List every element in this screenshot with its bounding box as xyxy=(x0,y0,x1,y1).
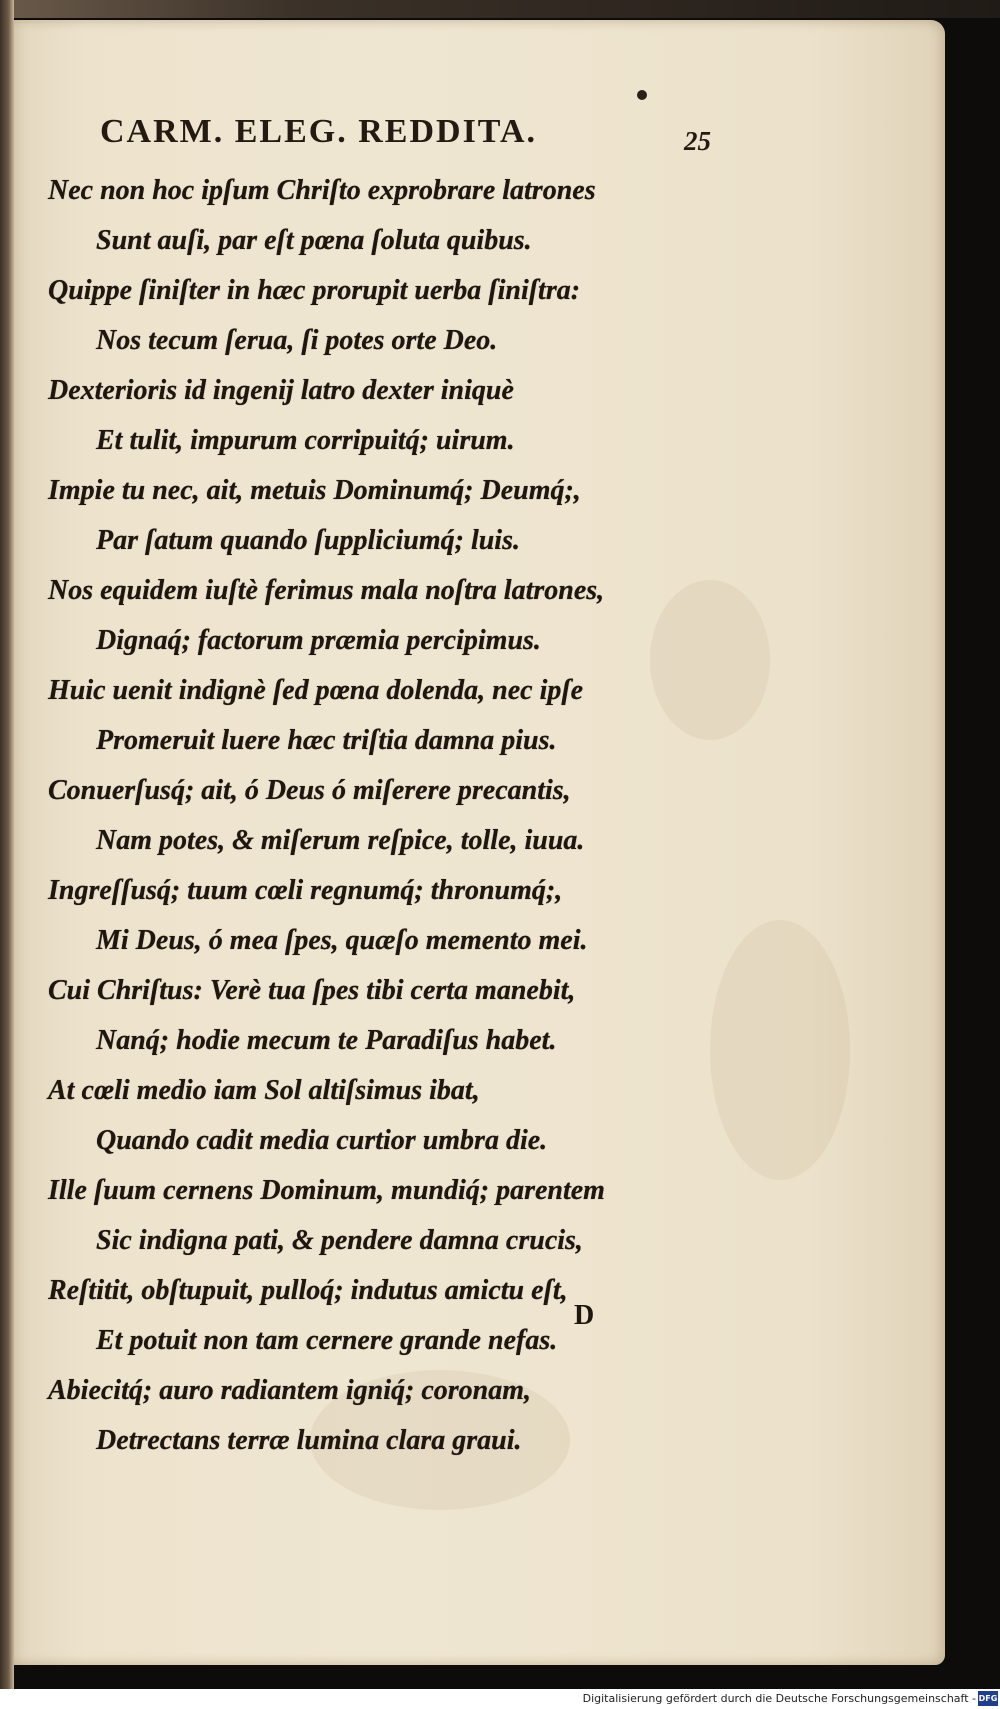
verse-line: Ille ſuum cernens Dominum, mundiq́; parentem xyxy=(48,1175,605,1206)
verse-line: Detrectans terræ lumina clara graui. xyxy=(96,1425,522,1456)
foxing-stain xyxy=(710,920,850,1180)
verse-line: Nos equidem iuſtè ferimus mala noſtra latrones, xyxy=(48,575,605,606)
verse-line: Et tulit, impurum corripuitq́; uirum. xyxy=(96,425,515,456)
verse-line: Promeruit luere hæc triſtia damna pius. xyxy=(96,725,557,756)
verse-line: Par ſatum quando ſuppliciumq́; luis. xyxy=(96,525,520,556)
verse-line: Et potuit non tam cernere grande nefas. xyxy=(96,1325,558,1356)
verse-line: Huic uenit indignè ſed pœna dolenda, nec ipſe xyxy=(48,675,584,706)
scan-top-strip xyxy=(0,0,1000,18)
verse-line: Dignaq́; factorum præmia percipimus. xyxy=(96,625,541,656)
running-title: CARM. ELEG. REDDITA. xyxy=(100,113,538,150)
verse-line: Nam potes, & miſerum reſpice, tolle, iuua. xyxy=(96,825,585,856)
footer-credit: Digitalisierung gefördert durch die Deutsche Forschungsgemeinschaft - xyxy=(582,1692,976,1705)
verse-line: Nos tecum ſerua, ſi potes orte Deo. xyxy=(96,325,498,356)
verse-line: Nec non hoc ipſum Chriſto exprobrare latrones xyxy=(48,175,596,206)
ink-dot xyxy=(637,90,647,100)
verse-line: Quando cadit media curtior umbra die. xyxy=(96,1125,548,1156)
verse-line: Nanq́; hodie mecum te Paradiſus habet. xyxy=(96,1025,557,1056)
verse-block xyxy=(48,166,708,1466)
verse-line: Quippe ſiniſter in hæc prorupit uerba ſiniſtra: xyxy=(48,275,581,306)
verse-line: Reſtitit, obſtupuit, pulloq́; indutus amictu eſt, xyxy=(48,1275,568,1306)
signature-mark: D xyxy=(574,1300,595,1331)
verse-line: Dexterioris id ingenij latro dexter iniquè xyxy=(48,375,514,406)
verse-line: Abiecitq́; auro radiantem igniq́; coronam, xyxy=(48,1375,532,1406)
page-gutter-edge xyxy=(0,0,14,1709)
page-number: 25 xyxy=(684,126,711,156)
verse-line: Cui Chriſtus: Verè tua ſpes tibi certa manebit, xyxy=(48,975,576,1006)
dfg-logo: DFG xyxy=(978,1691,998,1706)
verse-line: Sunt auſi, par eſt pœna ſoluta quibus. xyxy=(96,225,532,256)
verse-line: Sic indigna pati, & pendere damna crucis, xyxy=(96,1225,583,1256)
verse-line: Mi Deus, ó mea ſpes, quæſo memento mei. xyxy=(96,925,588,956)
verse-line: Ingreſſusq́; tuum cœli regnumq́; thronumq́;, xyxy=(48,875,563,906)
verse-line: Conuerſusq́; ait, ó Deus ó miſerere precantis, xyxy=(48,775,571,806)
verse-line: Impie tu nec, ait, metuis Dominumq́; Deumq́;, xyxy=(48,475,581,506)
verse-line: At cœli medio iam Sol altiſsimus ibat, xyxy=(48,1075,480,1106)
